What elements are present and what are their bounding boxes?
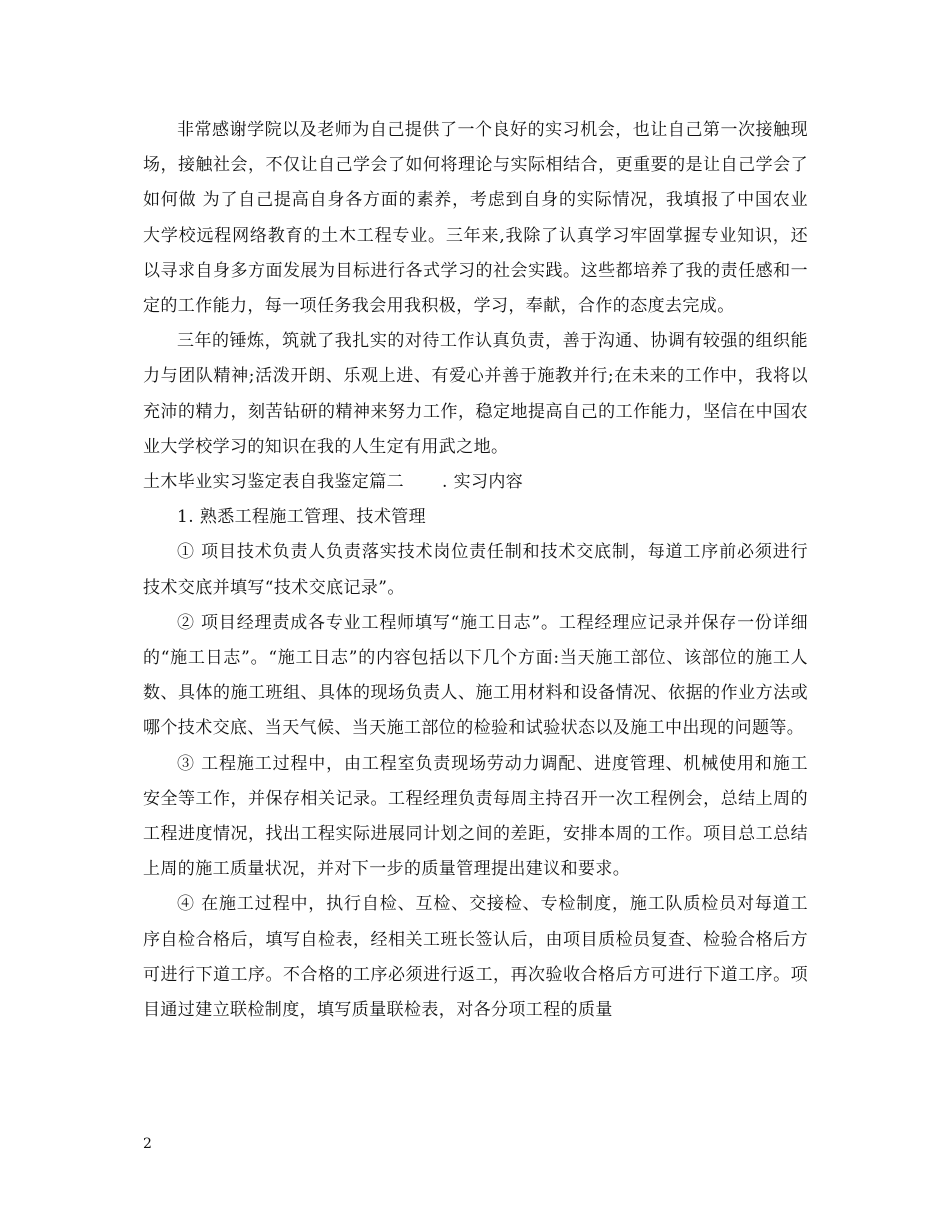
list-item-site-management: ③ 工程施工过程中，由工程室负责现场劳动力调配、进度管理、机械使用和施工安全等工作，并保存相关记录。工程经理负责每周主持召开一次工程例会，总结上周的工程进度情况，找出工程实际进展同计划之间的差距，安排本周的工作。项目总工总结上周的施工质量状况，并对下一步的质量管理提出建议和要求。: [143, 753, 808, 880]
page-number: 2: [143, 1136, 152, 1152]
section-heading: [143, 465, 808, 500]
list-item-technical-briefing: ① 项目技术负责人负责落实技术岗位责任制和技术交底制，每道工序前必须进行技术交底并填写“技术交底记录”。: [143, 542, 808, 598]
document-body: [143, 113, 808, 1028]
section-heading-subtitle: . 实习内容: [442, 472, 524, 493]
intro-paragraph: 非常感谢学院以及老师为自己提供了一个良好的实习机会，也让自己第一次接触现场，接触社会，不仅让自己学会了如何将理论与实际相结合，更重要的是让自己学会了如何做 为了自己提高自身各方面的素养，考虑到自身的实际情况，我填报了中国农业大学校远程网络教育的土木工程专业。三年来,我除了认真学习牢固掌握专业知识，还以寻求自身多方面发展为目标进行各式学习的社会实践。这些都培养了我的责任感和一定的工作能力，每一项任务我会用我积极，学习，奉献，合作的态度去完成。: [143, 120, 808, 317]
list-item-quality-inspection: ④ 在施工过程中，执行自检、互检、交接检、专检制度，施工队质检员对每道工序自检合格后，填写自检表，经相关工班长签认后，由项目质检员复查、检验合格后方可进行下道工序。不合格的工序必须进行返工，再次验收合格后方可进行下道工序。项目通过建立联检制度，填写质量联检表，对各分项工程的质量: [143, 894, 808, 1021]
experience-paragraph: 三年的锤炼，筑就了我扎实的对待工作认真负责，善于沟通、协调有较强的组织能力与团队精神;活泼开朗、乐观上进、有爱心并善于施教并行;在未来的工作中，我将以充沛的精力，刻苦钻研的精神来努力工作，稳定地提高自己的工作能力，坚信在中国农业大学校学习的知识在我的人生定有用武之地。: [143, 331, 808, 457]
section-heading-title: 土木毕业实习鉴定表自我鉴定篇二: [143, 472, 404, 493]
list-item-management: 1. 熟悉工程施工管理、技术管理: [177, 507, 427, 528]
list-item-construction-log: ② 项目经理责成各专业工程师填写“施工日志”。工程经理应记录并保存一份详细的“施工日志”。“施工日志”的内容包括以下几个方面:当天施工部位、该部位的施工人数、具体的施工班组、具体的现场负责人、施工用材料和设备情况、依据的作业方法或哪个技术交底、当天气候、当天施工部位的检验和试验状态以及施工中出现的问题等。: [143, 612, 808, 739]
